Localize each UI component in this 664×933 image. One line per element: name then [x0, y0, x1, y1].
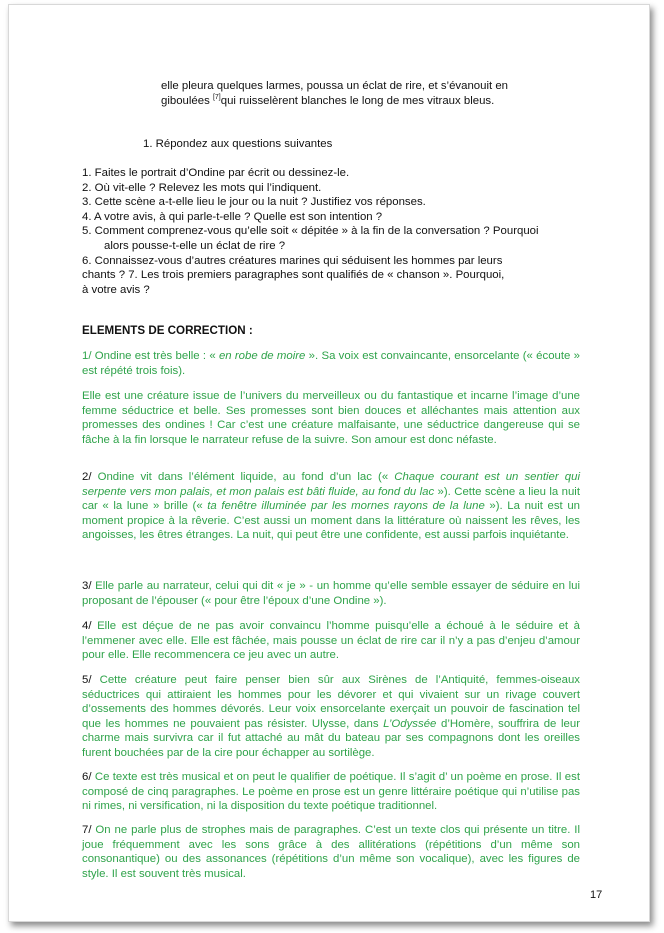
intro-line-2 — [161, 94, 583, 109]
answer-3-paragraph — [82, 579, 580, 608]
answer-2-text-a: Ondine vit dans l’élément liquide, au fond d’un lac (« — [91, 471, 395, 483]
question-item: chants ? 7. Les trois premiers paragraphes sont qualifiés de « chanson ». Pourquoi, — [82, 269, 505, 282]
answer-5-paragraph — [82, 673, 580, 761]
answer-6-text: Ce texte est très musical et on peut le qualifier de poétique. Il s’agit d’ un poème en prose. Il est composé de cinq paragraphes. Le poème en prose est un genre littéraire poétique qui n’utilise pas ni rimes, ni versification, ni la disposition du texte poétique traditionnel. — [82, 771, 580, 813]
answer-1-text-a: 1/ Ondine est très belle : « — [82, 350, 219, 362]
questions-title: 1. Répondez aux questions suivantes — [143, 138, 333, 150]
answer-2-number: 2/ — [82, 471, 92, 483]
correction-title: ELEMENTS DE CORRECTION : — [82, 324, 253, 337]
page-number: 17 — [590, 889, 603, 901]
questions-list — [82, 166, 582, 297]
intro-line-1: elle pleura quelques larmes, poussa un éclat de rire, et s’évanouit en — [161, 80, 508, 92]
answer-5-number: 5/ — [82, 674, 92, 686]
answer-7-paragraph — [82, 823, 580, 881]
answer-7-number: 7/ — [82, 824, 92, 836]
answer-2-quote-2: ta fenêtre illuminée par les mornes rayons de la lune — [207, 500, 485, 513]
document-page — [8, 4, 650, 922]
answer-4-number: 4/ — [82, 620, 92, 632]
question-item: 6. Connaissez-vous d’autres créatures marines qui séduisent les hommes par leurs — [82, 254, 503, 267]
answer-2-text-c: »). La nuit est un moment propice à la rêverie. C’est aussi un moment dans la littérature où naissent les rêves, les angoisses, les êtres étranges. La nuit, qui peut être une confidente, est aussi parfois inquiétante. — [82, 500, 580, 542]
answer-2-text-b: »). Cette scène a lieu la nuit car « la lune » brille (« — [82, 485, 580, 513]
question-item: 2. Où vit-elle ? Relevez les mots qui l’indiquent. — [82, 181, 322, 194]
question-item: 5. Comment comprenez-vous qu’elle soit « dépitée » à la fin de la conversation ? Pourquoi — [82, 225, 539, 238]
question-item: 4. A votre avis, à qui parle-t-elle ? Quelle est son intention ? — [82, 210, 383, 223]
intro-line-2-end: qui ruisselèrent blanches le long de mes vitraux bleus. — [220, 94, 495, 107]
answer-3-number: 3/ — [82, 580, 92, 592]
intro-passage — [161, 79, 583, 108]
answer-1-paragraph-1 — [82, 349, 580, 378]
answer-6-paragraph — [82, 770, 580, 814]
answer-2-quote-1: Chaque courant est un sentier qui serpente vers mon palais, et mon palais est bâti fluide, au fond du lac — [82, 471, 580, 498]
answer-5-title: L’Odyssée — [383, 717, 437, 730]
answer-3-text: Elle parle au narrateur, celui qui dit « je » - un homme qu’elle semble essayer de séduire en lui proposant de l’épouser (« pour être l’époux d’une Ondine »). — [82, 580, 580, 607]
question-item: 3. Cette scène a-t-elle lieu le jour ou la nuit ? Justifiez vos réponses. — [82, 196, 426, 209]
answer-6-number: 6/ — [82, 771, 92, 783]
answer-4-text: Elle est déçue de ne pas avoir convaincu l’homme puisqu’elle a échoué à le séduire et à l’emmener avec elle. Elle est fâchée, mais pousse un éclat de rire car il n’y a pas d’enjeu d’amour pour elle. Elle recommencera ce jeu avec un autre. — [82, 620, 580, 662]
intro-line-2-start: giboulées — [161, 94, 213, 107]
answer-5-text-a: Cette créature peut faire penser bien sûr aux Sirènes de l’Antiquité, femmes-oiseaux séductrices qui attiraient les hommes pour les dévorer et qui vivaient sur un rivage couvert d’ossements des hommes dévorés. Leur voix ensorcelante exerçait un pouvoir de fascination tel que les hommes ne pouvaient pas résister. Ulysse, dans — [82, 674, 580, 730]
question-item: 1. Faites le portrait d’Ondine par écrit ou dessinez-le. — [82, 167, 350, 179]
answer-5-text-b: d’Homère, souffrira de leur charme mais survivra car il fut attaché au mât du bateau par ses compagnons dont les oreilles furent bouchées par de la cire pour échapper au sortilège. — [82, 717, 580, 759]
footnote-reference[interactable]: [7] — [212, 93, 221, 101]
answer-1-paragraph-2: Elle est une créature issue de l’univers du merveilleux ou du fantastique et incarne l’image d’une femme séductrice et belle. Ses promesses sont bien douces et alléchantes mais attention aux promesses des ondines ! Car c’est une créature malfaisante, une séductrice dangereuse qui se fâche à la fin lorsque le narrateur refuse de la suivre. Son amour est donc néfaste. — [82, 390, 580, 446]
answer-7-text: On ne parle plus de strophes mais de paragraphes. C’est un texte clos qui présente un titre. Il joue fréquemment avec les sons grâce à des allitérations (répétitions d’un même son consonantique) ou des assonances (répétitions d’un même son vocalique), avec les figures de style. Il est souvent très musical. — [82, 824, 580, 880]
answer-1-quote: en robe de moire — [218, 350, 306, 362]
answer-2-paragraph — [82, 470, 580, 543]
answer-1-text-b: ». Sa voix est convaincante, ensorcelante (« écoute » est répété trois fois). — [82, 350, 580, 377]
question-item: à votre avis ? — [82, 283, 150, 296]
answer-4-paragraph — [82, 619, 580, 663]
question-item-continued: alors pousse-t-elle un éclat de rire ? — [104, 239, 286, 252]
